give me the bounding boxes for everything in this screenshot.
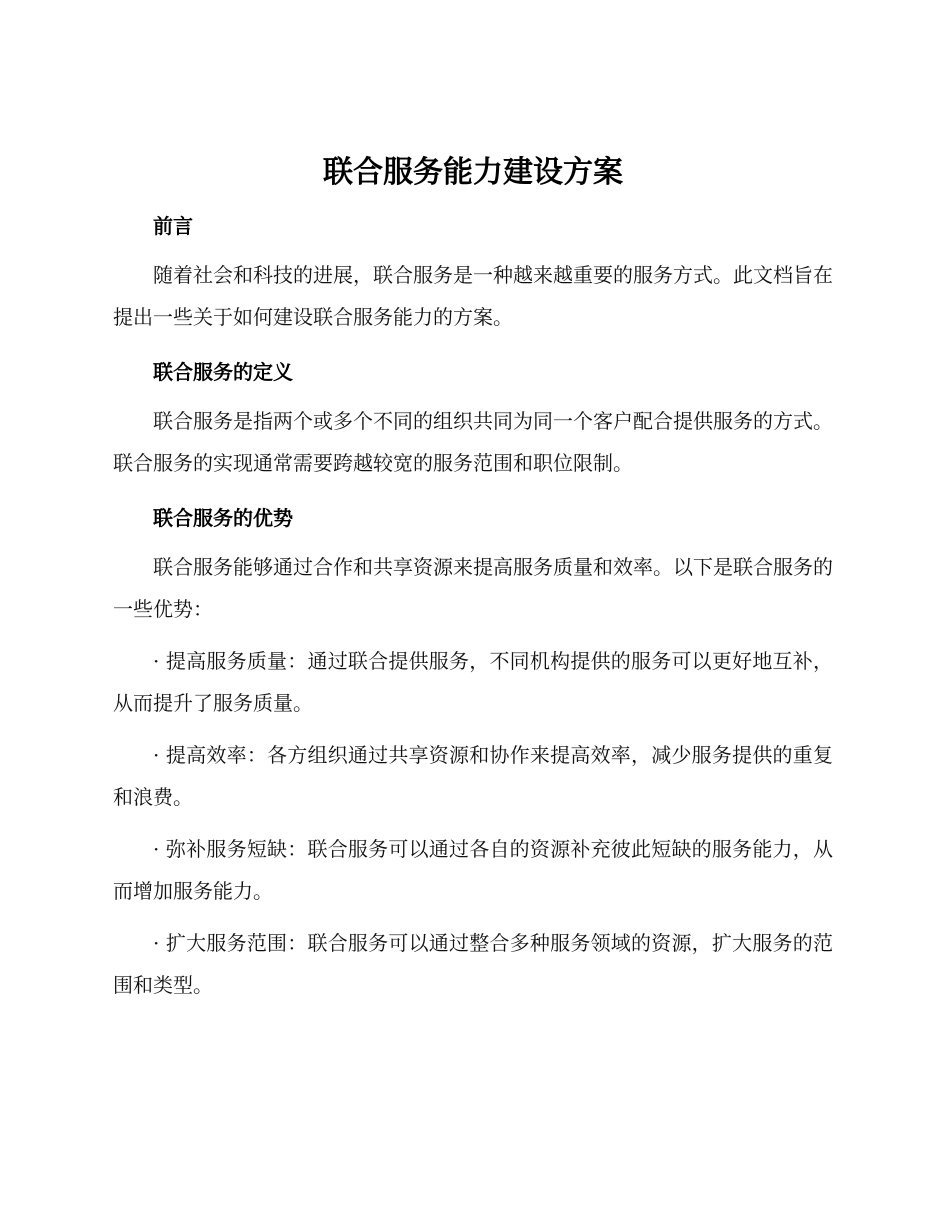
- document-body: [113, 150, 833, 1016]
- section-heading-advantages: 联合服务的优势: [153, 506, 293, 530]
- advantage-item-efficiency: · 提高效率：各方组织通过共享资源和协作来提高效率，减少服务提供的重复和浪费。: [113, 743, 833, 809]
- advantage-item-shortage: · 弥补服务短缺：联合服务可以通过各自的资源补充彼此短缺的服务能力，从而增加服务能力。: [113, 837, 833, 903]
- document-title: 联合服务能力建设方案: [323, 155, 623, 190]
- definition-paragraph: 联合服务是指两个或多个不同的组织共同为同一个客户配合提供服务的方式。联合服务的实现通常需要跨越较宽的服务范围和职位限制。: [113, 409, 833, 475]
- advantages-intro-paragraph: 联合服务能够通过合作和共享资源来提高服务质量和效率。以下是联合服务的一些优势：: [113, 555, 833, 621]
- preface-paragraph: 随着社会和科技的进展，联合服务是一种越来越重要的服务方式。此文档旨在提出一些关于如何建设联合服务能力的方案。: [113, 263, 833, 329]
- advantage-item-scope: · 扩大服务范围：联合服务可以通过整合多种服务领域的资源，扩大服务的范围和类型。: [113, 931, 833, 997]
- advantage-item-quality: · 提高服务质量：通过联合提供服务，不同机构提供的服务可以更好地互补，从而提升了服务质量。: [113, 649, 833, 715]
- section-heading-preface: 前言: [153, 214, 193, 238]
- section-heading-definition: 联合服务的定义: [153, 360, 293, 384]
